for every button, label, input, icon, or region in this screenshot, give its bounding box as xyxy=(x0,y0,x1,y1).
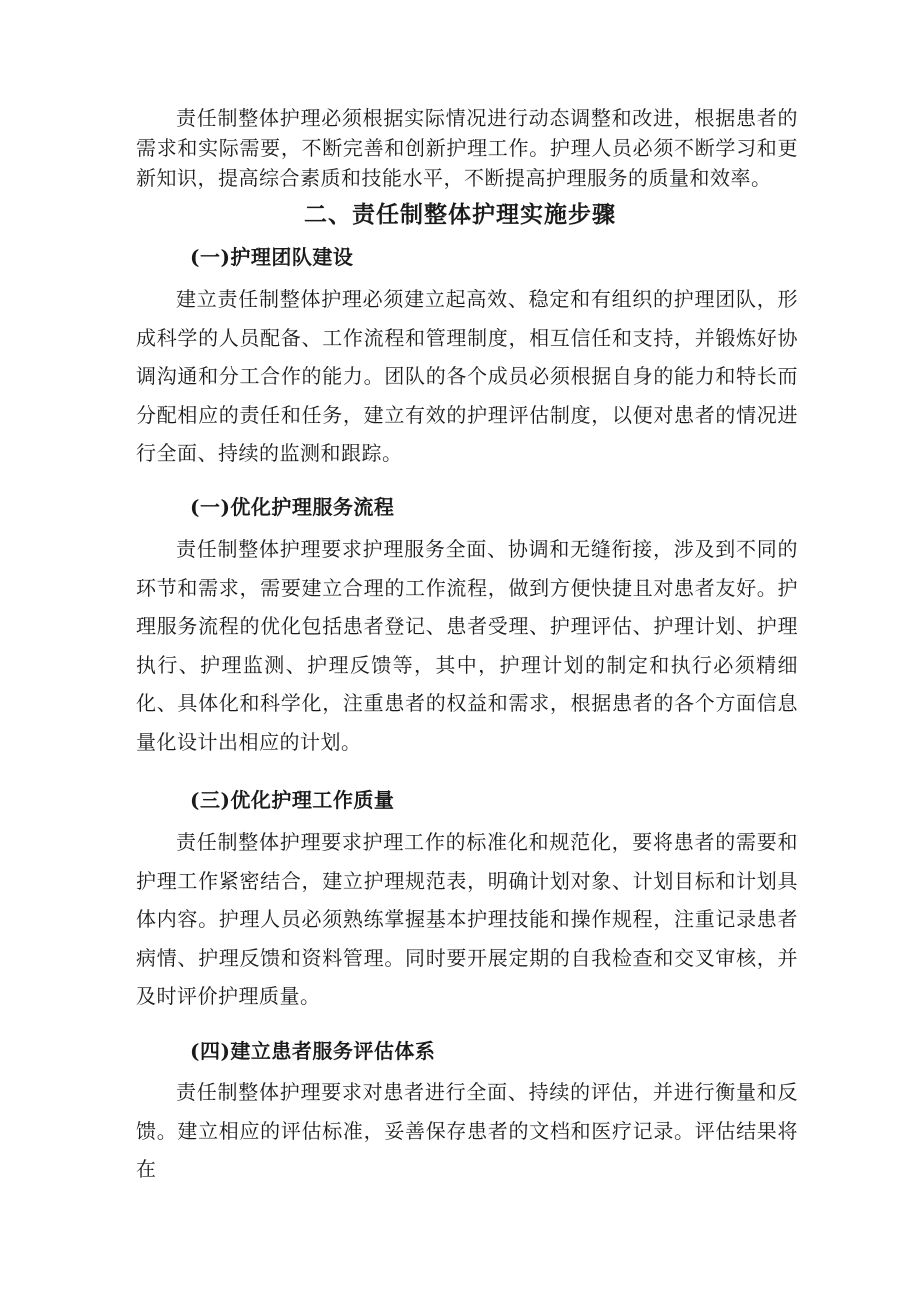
subsection-heading-team: (一)护理团队建设 xyxy=(190,245,354,269)
subsection-body-workflow: 责任制整体护理要求护理服务全面、协调和无缝衔接，涉及到不同的环节和需求，需要建立合理的工作流程，做到方便快捷且对患者友好。护理服务流程的优化包括患者登记、患者受理、护理评估、护理计划、护理执行、护理监测、护理反馈等，其中，护理计划的制定和执行必须精细化、具体化和科学化，注重患者的权益和需求，根据患者的各个方面信息量化设计出相应的计划。 xyxy=(136,537,798,754)
subsection-heading-evaluation: (四)建立患者服务评估体系 xyxy=(190,1039,436,1063)
intro-paragraph: 责任制整体护理必须根据实际情况进行动态调整和改进，根据患者的需求和实际需要，不断完善和创新护理工作。护理人员必须不断学习和更新知识，提高综合素质和技能水平，不断提高护理服务的质量和效率。 xyxy=(136,106,798,190)
subsection-body-quality: 责任制整体护理要求护理工作的标准化和规范化，要将患者的需要和护理工作紧密结合，建立护理规范表，明确计划对象、计划目标和计划具体内容。护理人员必须熟练掌握基本护理技能和操作规程，注重记录患者病情、护理反馈和资料管理。同时要开展定期的自我检查和交叉审核，并及时评价护理质量。 xyxy=(136,830,798,1008)
subsection-body-evaluation: 责任制整体护理要求对患者进行全面、持续的评估，并进行衡量和反馈。建立相应的评估标准，妥善保存患者的文档和医疗记录。评估结果将在 xyxy=(136,1080,798,1181)
section-title: 二、责任制整体护理实施步骤 xyxy=(304,202,616,228)
subsection-heading-quality: (三)优化护理工作质量 xyxy=(190,788,395,812)
subsection-body-team: 建立责任制整体护理必须建立起高效、稳定和有组织的护理团队，形成科学的人员配备、工作流程和管理制度，相互信任和支持，并锻炼好协调沟通和分工合作的能力。团队的各个成员必须根据自身的能力和特长而分配相应的责任和任务，建立有效的护理评估制度，以便对患者的情况进行全面、持续的监测和跟踪。 xyxy=(136,287,798,465)
subsection-heading-workflow: (一)优化护理服务流程 xyxy=(190,495,395,519)
